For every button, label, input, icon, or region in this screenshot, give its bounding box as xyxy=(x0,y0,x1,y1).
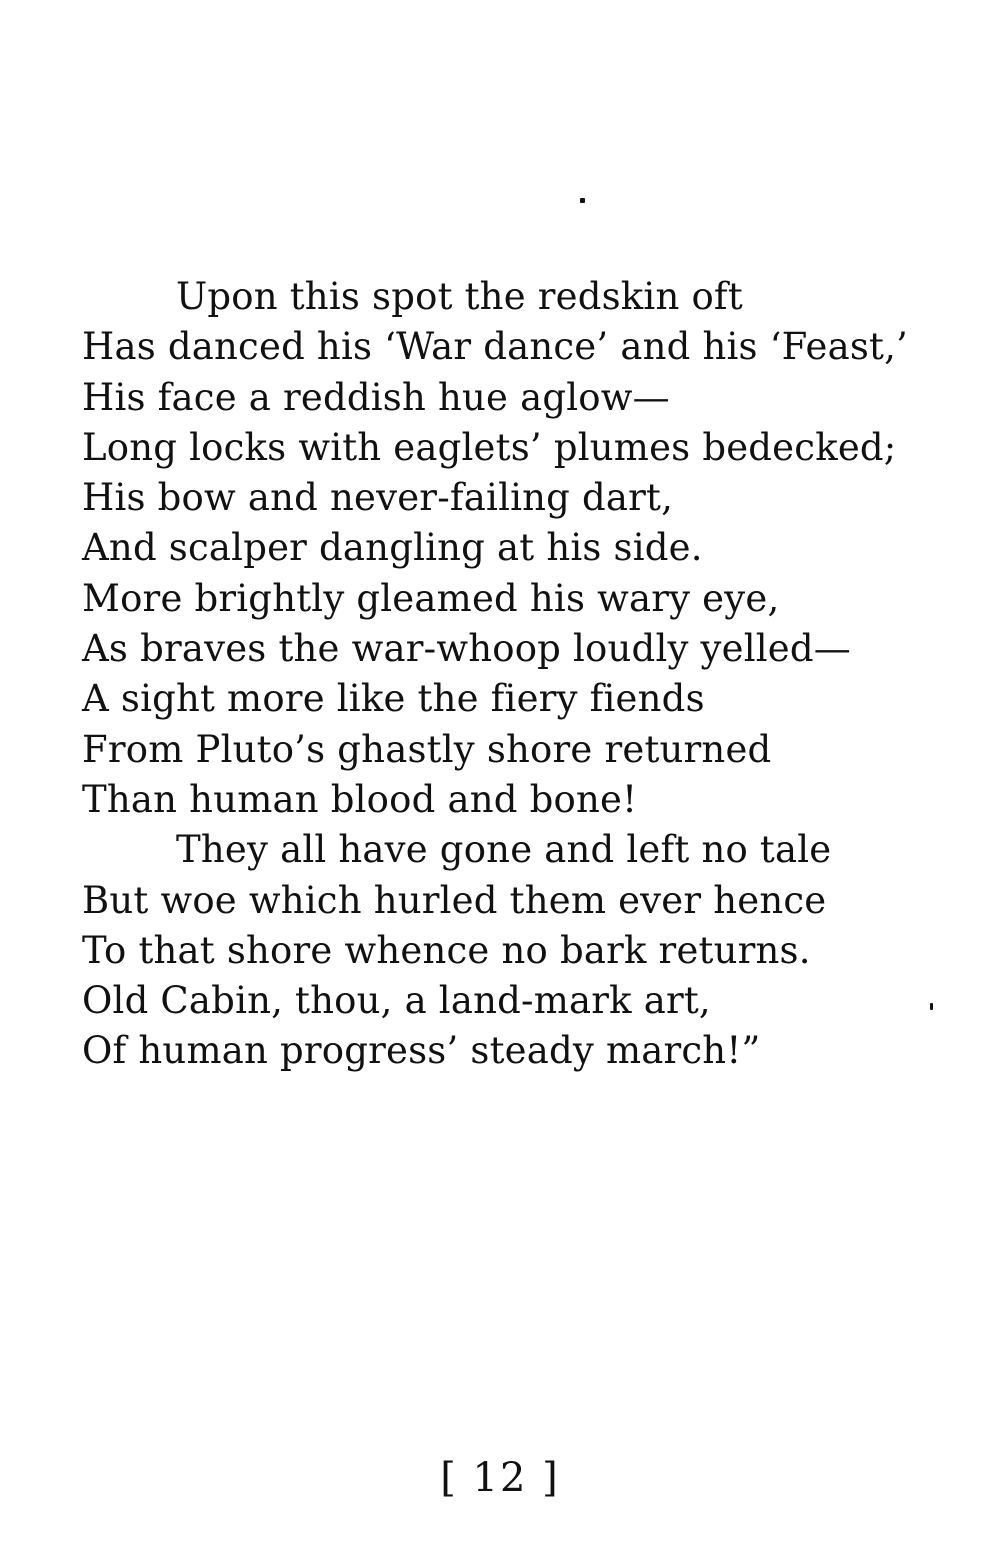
poem-line: They all have gone and left no tale xyxy=(176,828,832,872)
page-number: [ 12 ] xyxy=(440,1455,560,1501)
poem-text xyxy=(82,272,962,1077)
poem-line: From Pluto’s ghastly shore returned xyxy=(82,727,772,771)
poem-line: More brightly gleamed his wary eye, xyxy=(82,576,780,620)
poem-line: And scalper dangling at his side. xyxy=(82,526,703,570)
poem-line: Of human progress’ steady march!” xyxy=(82,1029,761,1073)
poem-line: Upon this spot the redskin oft xyxy=(176,275,743,318)
poem-line: His bow and never-failing dart, xyxy=(82,476,674,520)
poem-line: Long locks with eaglets’ plumes bedecked; xyxy=(82,425,897,469)
ink-speck xyxy=(580,198,585,203)
poem-line: A sight more like the fiery fiends xyxy=(82,677,705,721)
poem-line: As braves the war-whoop loudly yelled— xyxy=(82,627,851,671)
poem-line: Old Cabin, thou, a land-mark art, xyxy=(82,979,711,1023)
poem-line: His face a reddish hue aglow— xyxy=(82,375,670,419)
ink-speck xyxy=(930,1003,933,1010)
poem-line: But woe which hurled them ever hence xyxy=(82,878,827,922)
poem-line: Has danced his ‘War dance’ and his ‘Feast,’ xyxy=(82,325,909,369)
poem-line: Than human blood and bone! xyxy=(82,777,638,821)
poem-line: To that shore whence no bark returns. xyxy=(82,928,811,972)
